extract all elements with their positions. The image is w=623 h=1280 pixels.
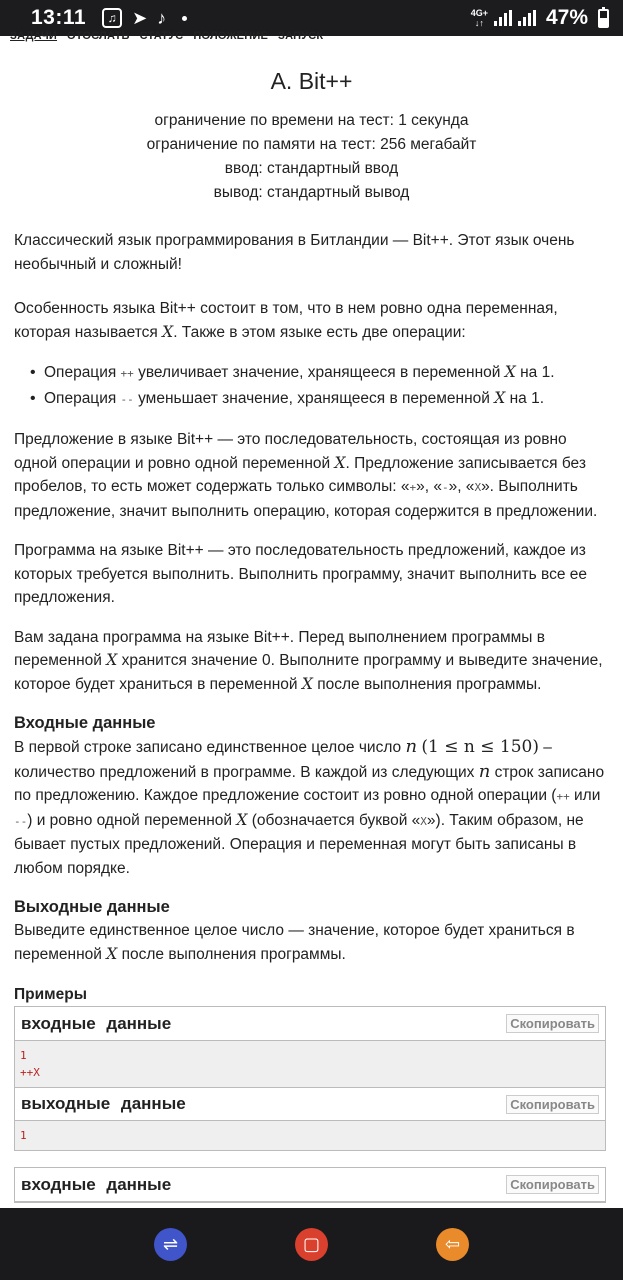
sample-test-2 xyxy=(14,1167,606,1203)
nav-run[interactable]: ЗАПУСК xyxy=(278,30,324,42)
sample-input-title-2: входные данные xyxy=(21,1174,172,1194)
nav-problems[interactable]: ЗАДАЧИ xyxy=(10,30,58,42)
input-heading: Входные данные xyxy=(14,714,156,732)
memory-limit: ограничение по памяти на тест: 256 мегабайт xyxy=(146,136,477,153)
statement-paragraph-3: Предложение в языке Bit++ — это последовательность, состоящая из ровно одной операции и ровно одной переменной X. Предложение записывается без пробелов, то есть может содержать только символы: «+», «-», «X». Выполнить предложение, значит выполнить операцию, которая содержится в предложении. xyxy=(14,431,598,520)
output-heading: Выходные данные xyxy=(14,898,170,916)
back-icon[interactable]: ⇦ xyxy=(436,1228,469,1261)
battery-percent: 47% xyxy=(545,6,588,29)
nav-status[interactable]: СТАТУС xyxy=(139,30,184,42)
copy-output-button[interactable]: Скопировать xyxy=(506,1095,599,1114)
copy-input-button-2[interactable]: Скопировать xyxy=(506,1175,599,1194)
statement-paragraph-4: Программа на языке Bit++ — это последовательность предложений, каждое из которых требуется выполнить. Выполнить программу, значит выполнить все ее предложения. xyxy=(14,542,588,606)
recent-apps-icon[interactable]: ⇌ xyxy=(154,1228,187,1261)
list-item: • Операция ++ увеличивает значение, хранящееся в переменной X на 1. xyxy=(30,360,609,386)
statement-paragraph-5: Вам задана программа на языке Bit++. Перед выполнением программы в переменной X хранится значение 0. Выполните программу и выведите значение, которое будет храниться в переменной X после выполнения программы. xyxy=(14,628,603,693)
music-icon: ♫ xyxy=(102,8,122,28)
sample-input-header-2 xyxy=(15,1168,605,1202)
sample-input-title: входные данные xyxy=(21,1013,172,1033)
status-time: 13:11 xyxy=(31,6,87,29)
problem-content xyxy=(0,36,623,1203)
statement-paragraph-2: Особенность языка Bit++ состоит в том, что в нем ровно одна переменная, которая называется X. Также в этом языке есть две операции: xyxy=(14,300,558,341)
problem-limits xyxy=(0,109,623,205)
nav-standings[interactable]: ПОЛОЖЕНИЕ xyxy=(193,30,269,42)
operations-list xyxy=(30,360,609,412)
input-description: В первой строке записано единственное целое число n (1 ≤ n ≤ 150) – количество предложений в программе. В каждой из следующих n строк записано по предложению. Каждое предложение состоит из ровно одной операции (++ или --) и ровно одной переменной X (обозначается буквой «X»). Таким образом, не бывает пустых предложений. Операция и переменная могут быть записаны в любом порядке. xyxy=(14,736,605,877)
signal-icon-2 xyxy=(518,10,536,26)
more-notifications-dot-icon xyxy=(182,16,187,21)
tiktok-icon: ♪ xyxy=(157,8,167,28)
battery-icon xyxy=(598,9,609,28)
telegram-icon: ➤ xyxy=(132,8,148,28)
sample-test-1 xyxy=(14,1006,606,1151)
list-item: • Операция -- уменьшает значение, хранящееся в переменной X на 1. xyxy=(30,386,609,412)
home-icon[interactable]: ▢ xyxy=(295,1228,328,1261)
statement-paragraph-1: Классический язык программирования в Битландии — Bit++. Этот язык очень необычный и сложный! xyxy=(14,232,575,273)
copy-input-button[interactable]: Скопировать xyxy=(506,1014,599,1033)
time-limit: ограничение по времени на тест: 1 секунда xyxy=(154,112,469,129)
network-type: 4G+ ↓↑ xyxy=(470,8,488,28)
sample-input-header xyxy=(15,1007,605,1041)
signal-icon xyxy=(494,10,512,26)
nav-submit[interactable]: ОТОСЛАТЬ xyxy=(67,30,130,42)
examples-heading: Примеры xyxy=(14,986,87,1003)
sample-output-header xyxy=(15,1087,605,1121)
output-description: Выведите единственное целое число — значение, которое будет храниться в переменной X после выполнения программы. xyxy=(14,922,575,963)
sample-output-body: 1 xyxy=(15,1121,605,1150)
output-file: вывод: стандартный вывод xyxy=(213,184,410,201)
sample-input-body: 1 ++X xyxy=(15,1041,605,1087)
system-nav-bar xyxy=(0,1208,623,1280)
input-file: ввод: стандартный ввод xyxy=(224,160,399,177)
problem-title: A. Bit++ xyxy=(270,68,353,94)
sample-output-title: выходные данные xyxy=(21,1094,186,1113)
notification-icons xyxy=(102,8,187,28)
